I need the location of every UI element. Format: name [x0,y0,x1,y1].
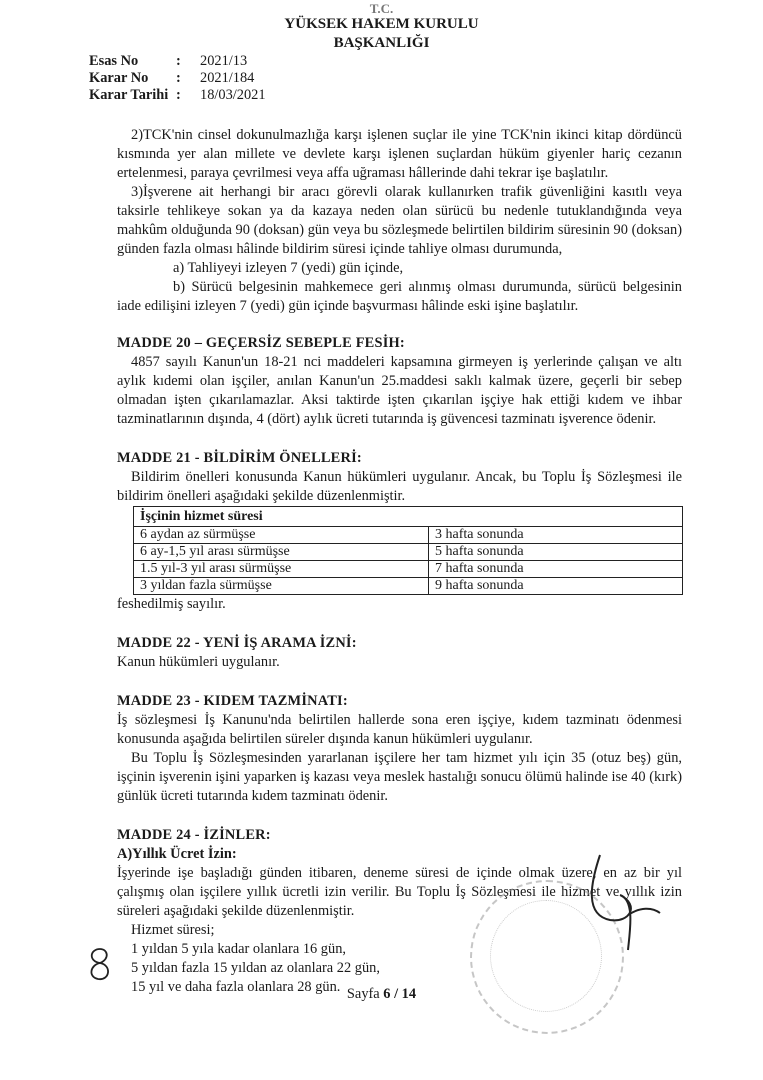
article-22-title: MADDE 22 - YENİ İŞ ARAMA İZNİ: [117,635,357,651]
table-cell-notice: 9 hafta sonunda [429,578,683,595]
article-21-after: feshedilmiş sayılır. [117,596,226,612]
article-24-text: İşyerinde işe başladığı günden itibaren, deneme süresi de içinde olmak üzere, en az bir yıl çalışmış olan işçilere yıllık ücretli izin verilir. Bu Toplu İş Sözleşmesi ile hizmet ve yıllık izin süreleri aşağıdaki şekilde düzenlenmiştir. [117,865,682,919]
table-row [134,578,683,595]
article-24-subtitle: A)Yıllık Ücret İzin: [117,846,237,862]
article-20-text: 4857 sayılı Kanun'un 18-21 nci maddeleri kapsamına girmeyen iş yerlerinde çalışan ve altı aylık kıdemi olan işçiler, anılan Kanun'un 25.maddesi saklı kalmak üzere, geçerli bir sebep olmadan işten çıkarılamazlar. Aksi taktirde işten çıkarılan işçiye hak ettiği kıdem ve ihbar tazminatlarının dışında, 4 (dört) aylık ücreti tutarında iş güvencesi tazminatı işverence ödenir. [117,354,682,427]
paragraph-3a: a) Tahliyeyi izleyen 7 (yedi) gün içinde, [173,260,404,276]
meta-esas-label: Esas No [89,53,139,69]
meta-karar-label: Karar No [89,70,149,86]
signature-mark [580,845,670,955]
table-row [134,527,683,544]
article-21-title: MADDE 21 - BİLDİRİM ÖNELLERİ: [117,450,362,466]
table-cell-duration: 6 aydan az sürmüşse [134,527,429,544]
handwritten-initial [80,945,120,985]
meta-karar-value: 2021/184 [200,70,255,86]
meta-esas-value: 2021/13 [200,53,248,69]
article-23-text-1: İş sözleşmesi İş Kanunu'nda belirtilen hallerde sona eren işçiye, kıdem tazminatı ödenmesi konusunda aşağıda belirtilen süreler dışında kanun hükümleri uygulanır. [117,712,682,747]
table-cell-duration: 6 ay-1,5 yıl arası sürmüşse [134,544,429,561]
header-office: BAŞKANLIĞI [333,35,430,51]
table-cell-notice: 3 hafta sonunda [429,527,683,544]
page-number: 6 / 14 [383,986,417,1002]
meta-tarih-value: 18/03/2021 [200,87,266,103]
table-cell-notice: 7 hafta sonunda [429,561,683,578]
article-24-list-item: 5 yıldan fazla 15 yıldan az olanlara 22 gün, [131,960,380,976]
meta-colon: : [176,87,181,103]
article-24-title: MADDE 24 - İZİNLER: [117,827,271,843]
article-24-list-title: Hizmet süresi; [131,922,215,938]
meta-colon: : [176,53,181,69]
header-institution: YÜKSEK HAKEM KURULU [284,16,479,32]
table-cell-duration: 3 yıldan fazla sürmüşse [134,578,429,595]
header-tc: T.C. [369,1,394,16]
paragraph-2: 2)TCK'nin cinsel dokunulmazlığa karşı işlenen suçlar ile yine TCK'nin ikinci kitap dördüncü kısmında yer alan millete ve devlete karşı işlenen suçlardan hüküm giyenler hariç cezanın ertelenmesi, paraya çevrilmesi veya affa uğraması hâllerinde dahi tekrar işe başlatılır. [117,127,682,181]
table-row [134,561,683,578]
table-row [134,544,683,561]
article-20-title: MADDE 20 – GEÇERSİZ SEBEPLE FESİH: [117,335,405,351]
meta-karar-row [89,70,266,87]
meta-tarih-row [89,87,266,104]
page-footer [0,985,763,1004]
table-cell-duration: 1.5 yıl-3 yıl arası sürmüşse [134,561,429,578]
table-header: İşçinin hizmet süresi [134,507,683,527]
page-label: Sayfa [346,986,380,1002]
notice-period-table [133,506,683,595]
meta-esas-row [89,53,266,70]
paragraph-3: 3)İşverene ait herhangi bir aracı görevli olarak kullanırken trafik güvenliğini kasıtlı veya taksirle tehlikeye sokan ya da kazaya neden olan sürücü bu nedenle tutuklandığında veya mahkûm olduğunda 90 (doksan) gün veya bu sözleşmede belirtilen bildirim süresinin 90 (doksan) günden fazla olması hâlinde bildirim süresi içinde tahliye olması durumunda, [117,184,682,257]
article-24-list-item: 15 yıl ve daha fazla olanlara 28 gün. [131,979,341,995]
meta-tarih-label: Karar Tarihi [89,87,169,103]
article-24-list-item: 1 yıldan 5 yıla kadar olanlara 16 gün, [131,941,346,957]
table-header-row [134,507,683,527]
article-21-text: Bildirim önelleri konusunda Kanun hükümleri uygulanır. Ancak, bu Toplu İş Sözleşmesi ile bildirim önelleri aşağıdaki şekilde düzenlenmiştir. [117,469,682,504]
paragraph-3b: b) Sürücü belgesinin mahkemece geri alınmış olması durumunda, sürücü belgesinin iade edilişini izleyen 7 (yedi) gün içinde başvurması hâlinde eski işine başlatılır. [117,279,682,314]
table-cell-notice: 5 hafta sonunda [429,544,683,561]
article-23-text-2: Bu Toplu İş Sözleşmesinden yararlanan işçilere her tam hizmet yılı için 35 (otuz beş) gün, işçinin işverenin işini yaparken iş kazası veya meslek hastalığı sonucu ölümü halinde ise 40 (kırk) günlük ücreti tutarında kıdem tazminatı ödenir. [117,750,682,804]
case-meta [89,53,266,104]
meta-colon: : [176,70,181,86]
article-22-text: Kanun hükümleri uygulanır. [117,654,280,670]
article-23-title: MADDE 23 - KIDEM TAZMİNATI: [117,693,348,709]
document-header [0,2,763,53]
